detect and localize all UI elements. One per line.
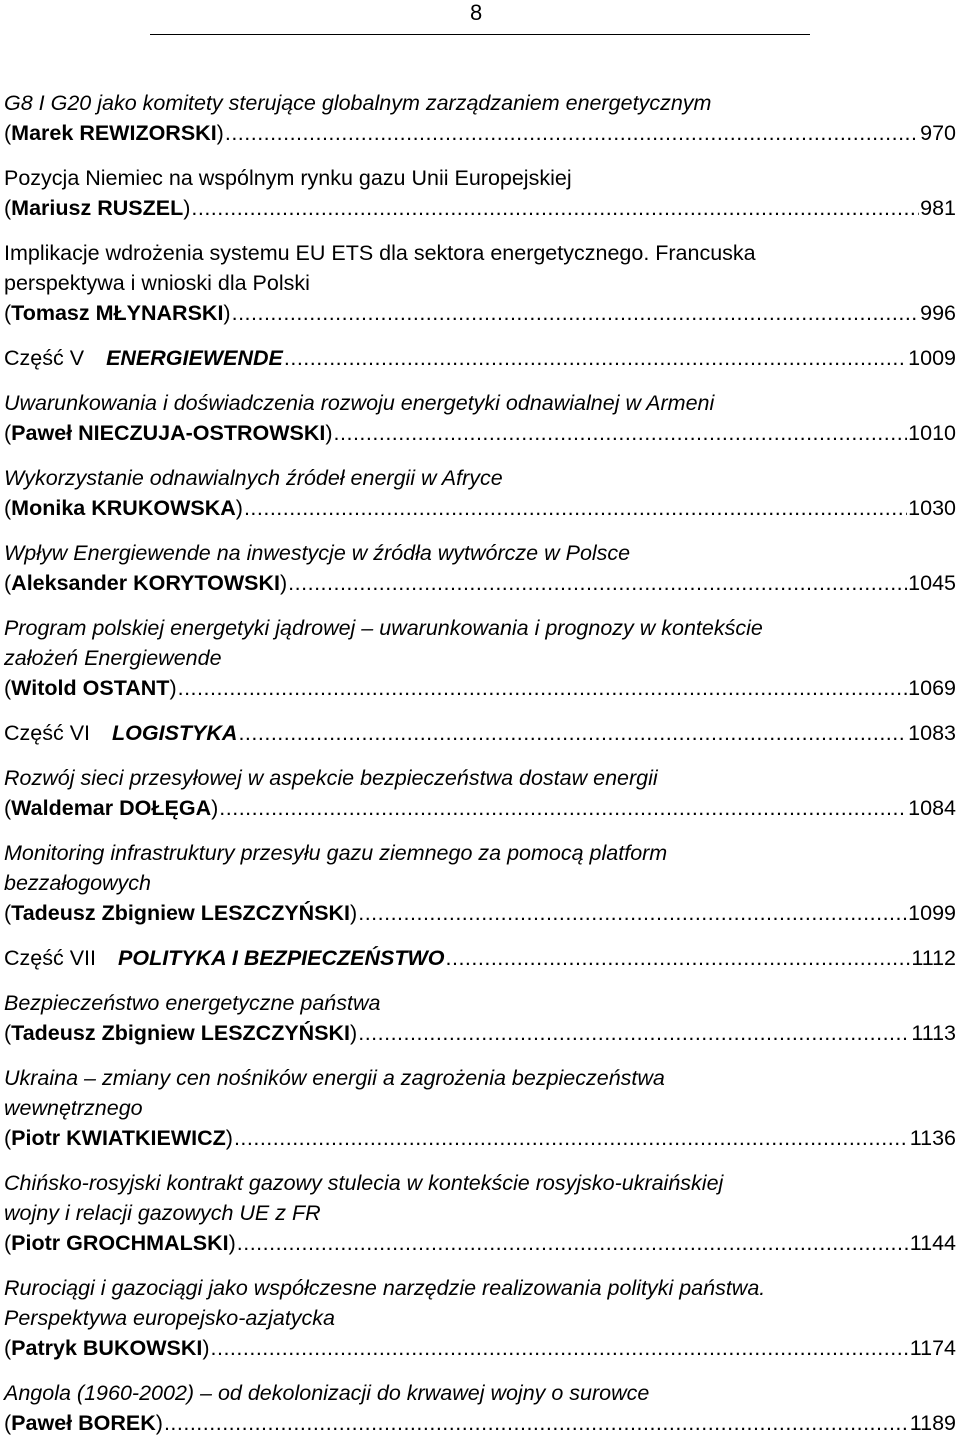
entry-title: Wykorzystanie odnawialnych źródeł energii w Afryce [4, 466, 503, 490]
toc-entry[interactable] [4, 163, 956, 223]
toc-entry[interactable] [4, 238, 956, 328]
part-name: ENERGIEWENDE [106, 346, 283, 370]
dot-leader [237, 1228, 909, 1258]
page-ref: 981 [920, 196, 956, 220]
entry-author: (Tadeusz Zbigniew LESZCZYŃSKI) [4, 901, 358, 925]
entry-author: (Witold OSTANT) [4, 676, 177, 700]
dot-leader [238, 718, 907, 748]
entry-author: (Tadeusz Zbigniew LESZCZYŃSKI) [4, 1021, 358, 1045]
header-rule [150, 34, 810, 35]
entry-title: perspektywa i wnioski dla Polski [4, 271, 310, 295]
dot-leader [358, 1018, 910, 1048]
part-heading [4, 718, 237, 748]
entry-title: wojny i relacji gazowych UE z FR [4, 1201, 321, 1225]
entry-title: założeń Energiewende [4, 646, 222, 670]
author-last-name: GROCHMALSKI [66, 1231, 229, 1255]
entry-title: Wpływ Energiewende na inwestycje w źródła wytwórcze w Polsce [4, 541, 631, 565]
author-last-name: REWIZORSKI [79, 121, 217, 145]
entry-title: Rurociągi i gazociągi jako współczesne narzędzie realizowania polityki państwa. [4, 1276, 766, 1300]
entry-author: (Marek REWIZORSKI) [4, 121, 224, 145]
page-ref: 1069 [908, 676, 956, 700]
author-last-name: BOREK [78, 1411, 156, 1435]
toc-entry[interactable] [4, 613, 956, 703]
entry-title: Uwarunkowania i doświadczenia rozwoju energetyki odnawialnej w Armeni [4, 391, 715, 415]
part-heading [4, 343, 283, 373]
entry-title: bezzałogowych [4, 871, 152, 895]
toc-entry[interactable] [4, 988, 956, 1048]
page-ref: 1084 [908, 796, 956, 820]
toc-entry[interactable] [4, 1378, 956, 1438]
author-first-name: Patryk [11, 1336, 77, 1360]
author-last-name: RUSZEL [97, 196, 184, 220]
author-last-name: KRUKOWSKA [91, 496, 236, 520]
page-ref: 1030 [908, 496, 956, 520]
author-last-name: OSTANT [82, 676, 170, 700]
toc-entry[interactable] [4, 1273, 956, 1363]
toc-entry[interactable] [4, 463, 956, 523]
page-number: 8 [470, 0, 483, 25]
author-first-name: Piotr [11, 1231, 61, 1255]
entry-title: wewnętrznego [4, 1096, 143, 1120]
author-first-name: Tadeusz Zbigniew [11, 901, 195, 925]
dot-leader [288, 568, 907, 598]
author-first-name: Paweł [11, 1411, 73, 1435]
entry-author: (Paweł NIECZUJA-OSTROWSKI) [4, 421, 333, 445]
toc-row [4, 793, 956, 823]
entry-author: (Monika KRUKOWSKA) [4, 496, 243, 520]
dot-leader [211, 1333, 909, 1363]
author-last-name: LESZCZYŃSKI [200, 901, 351, 925]
entry-title: Program polskiej energetyki jądrowej – uwarunkowania i prognozy w kontekście [4, 616, 763, 640]
author-last-name: LESZCZYŃSKI [200, 1021, 351, 1045]
author-first-name: Marek [11, 121, 74, 145]
page-ref: 1189 [909, 1411, 956, 1435]
toc-row [4, 1018, 956, 1048]
entry-title: Implikacje wdrożenia systemu EU ETS dla sektora energetycznego. Francuska [4, 241, 756, 265]
author-first-name: Aleksander [11, 571, 128, 595]
author-first-name: Waldemar [11, 796, 114, 820]
entry-title: G8 I G20 jako komitety sterujące globalnym zarządzaniem energetycznym [4, 91, 712, 115]
author-last-name: MŁYNARSKI [95, 301, 224, 325]
part-label: Część V [4, 346, 85, 370]
dot-leader [225, 118, 919, 148]
entry-author: (Tomasz MŁYNARSKI) [4, 301, 231, 325]
dot-leader [284, 343, 907, 373]
entry-author: (Patryk BUKOWSKI) [4, 1336, 210, 1360]
toc-row [4, 673, 956, 703]
author-first-name: Paweł [11, 421, 73, 445]
dot-leader [232, 298, 920, 328]
page-ref: 1174 [909, 1336, 956, 1360]
part-label: Część VII [4, 946, 96, 970]
part-name: LOGISTYKA [112, 721, 238, 745]
page-ref: 1045 [908, 571, 956, 595]
toc-row [4, 943, 956, 973]
toc-row [4, 1228, 956, 1258]
toc-row [4, 298, 956, 328]
page-ref: 1136 [909, 1126, 956, 1150]
entry-title: Monitoring infrastruktury przesyłu gazu ziemnego za pomocą platform [4, 841, 668, 865]
page-ref: 1009 [908, 346, 956, 370]
toc-row [4, 718, 956, 748]
author-last-name: NIECZUJA-OSTROWSKI [78, 421, 326, 445]
page-ref: 1083 [908, 721, 956, 745]
dot-leader [234, 1123, 909, 1153]
author-first-name: Monika [11, 496, 86, 520]
entry-author: (Waldemar DOŁĘGA) [4, 796, 219, 820]
page-ref: 1112 [911, 946, 956, 970]
toc-row [4, 343, 956, 373]
toc-row [4, 898, 956, 928]
entry-author: (Mariusz RUSZEL) [4, 196, 191, 220]
author-first-name: Tomasz [11, 301, 90, 325]
entry-title: Perspektywa europejsko-azjatycka [4, 1306, 336, 1330]
entry-author: (Piotr KWIATKIEWICZ) [4, 1126, 233, 1150]
table-of-contents [4, 88, 956, 1453]
toc-part-entry[interactable] [4, 343, 956, 373]
dot-leader [244, 493, 907, 523]
part-label: Część VI [4, 721, 91, 745]
toc-row [4, 1333, 956, 1363]
toc-part-entry[interactable] [4, 718, 956, 748]
toc-row [4, 1408, 956, 1438]
toc-entry[interactable] [4, 538, 956, 598]
author-last-name: BUKOWSKI [82, 1336, 203, 1360]
toc-entry[interactable] [4, 88, 956, 148]
toc-entry[interactable] [4, 1168, 956, 1258]
page-ref: 996 [920, 301, 956, 325]
toc-row [4, 568, 956, 598]
author-first-name: Piotr [11, 1126, 61, 1150]
entry-author: (Piotr GROCHMALSKI) [4, 1231, 236, 1255]
toc-entry[interactable] [4, 1063, 956, 1153]
entry-title: Bezpieczeństwo energetyczne państwa [4, 991, 381, 1015]
toc-part-entry[interactable] [4, 943, 956, 973]
dot-leader [334, 418, 908, 448]
author-first-name: Mariusz [11, 196, 92, 220]
page-ref: 970 [920, 121, 956, 145]
dot-leader [178, 673, 908, 703]
toc-entry[interactable] [4, 388, 956, 448]
dot-leader [219, 793, 907, 823]
entry-title: Angola (1960-2002) – od dekolonizacji do krwawej wojny o surowce [4, 1381, 650, 1405]
toc-entry[interactable] [4, 838, 956, 928]
part-heading [4, 943, 445, 973]
author-first-name: Witold [11, 676, 77, 700]
author-last-name: KORYTOWSKI [133, 571, 280, 595]
page-ref: 1113 [911, 1021, 956, 1045]
page-ref: 1010 [908, 421, 956, 445]
dot-leader [358, 898, 907, 928]
entry-title: Pozycja Niemiec na wspólnym rynku gazu Unii Europejskiej [4, 166, 572, 190]
author-last-name: DOŁĘGA [119, 796, 212, 820]
toc-row [4, 1123, 956, 1153]
entry-title: Chińsko-rosyjski kontrakt gazowy stulecia w kontekście rosyjsko-ukraińskiej [4, 1171, 724, 1195]
page-ref: 1099 [908, 901, 956, 925]
toc-row [4, 118, 956, 148]
toc-row [4, 493, 956, 523]
toc-entry[interactable] [4, 763, 956, 823]
entry-author: (Paweł BOREK) [4, 1411, 163, 1435]
entry-title: Rozwój sieci przesyłowej w aspekcie bezpieczeństwa dostaw energii [4, 766, 658, 790]
entry-author: (Aleksander KORYTOWSKI) [4, 571, 288, 595]
dot-leader [164, 1408, 909, 1438]
toc-row [4, 193, 956, 223]
author-last-name: KWIATKIEWICZ [66, 1126, 226, 1150]
dot-leader [446, 943, 911, 973]
author-first-name: Tadeusz Zbigniew [11, 1021, 195, 1045]
toc-row [4, 418, 956, 448]
dot-leader [191, 193, 919, 223]
entry-title: Ukraina – zmiany cen nośników energii a zagrożenia bezpieczeństwa [4, 1066, 665, 1090]
page-ref: 1144 [909, 1231, 956, 1255]
part-name: POLITYKA I BEZPIECZEŃSTWO [118, 946, 445, 970]
